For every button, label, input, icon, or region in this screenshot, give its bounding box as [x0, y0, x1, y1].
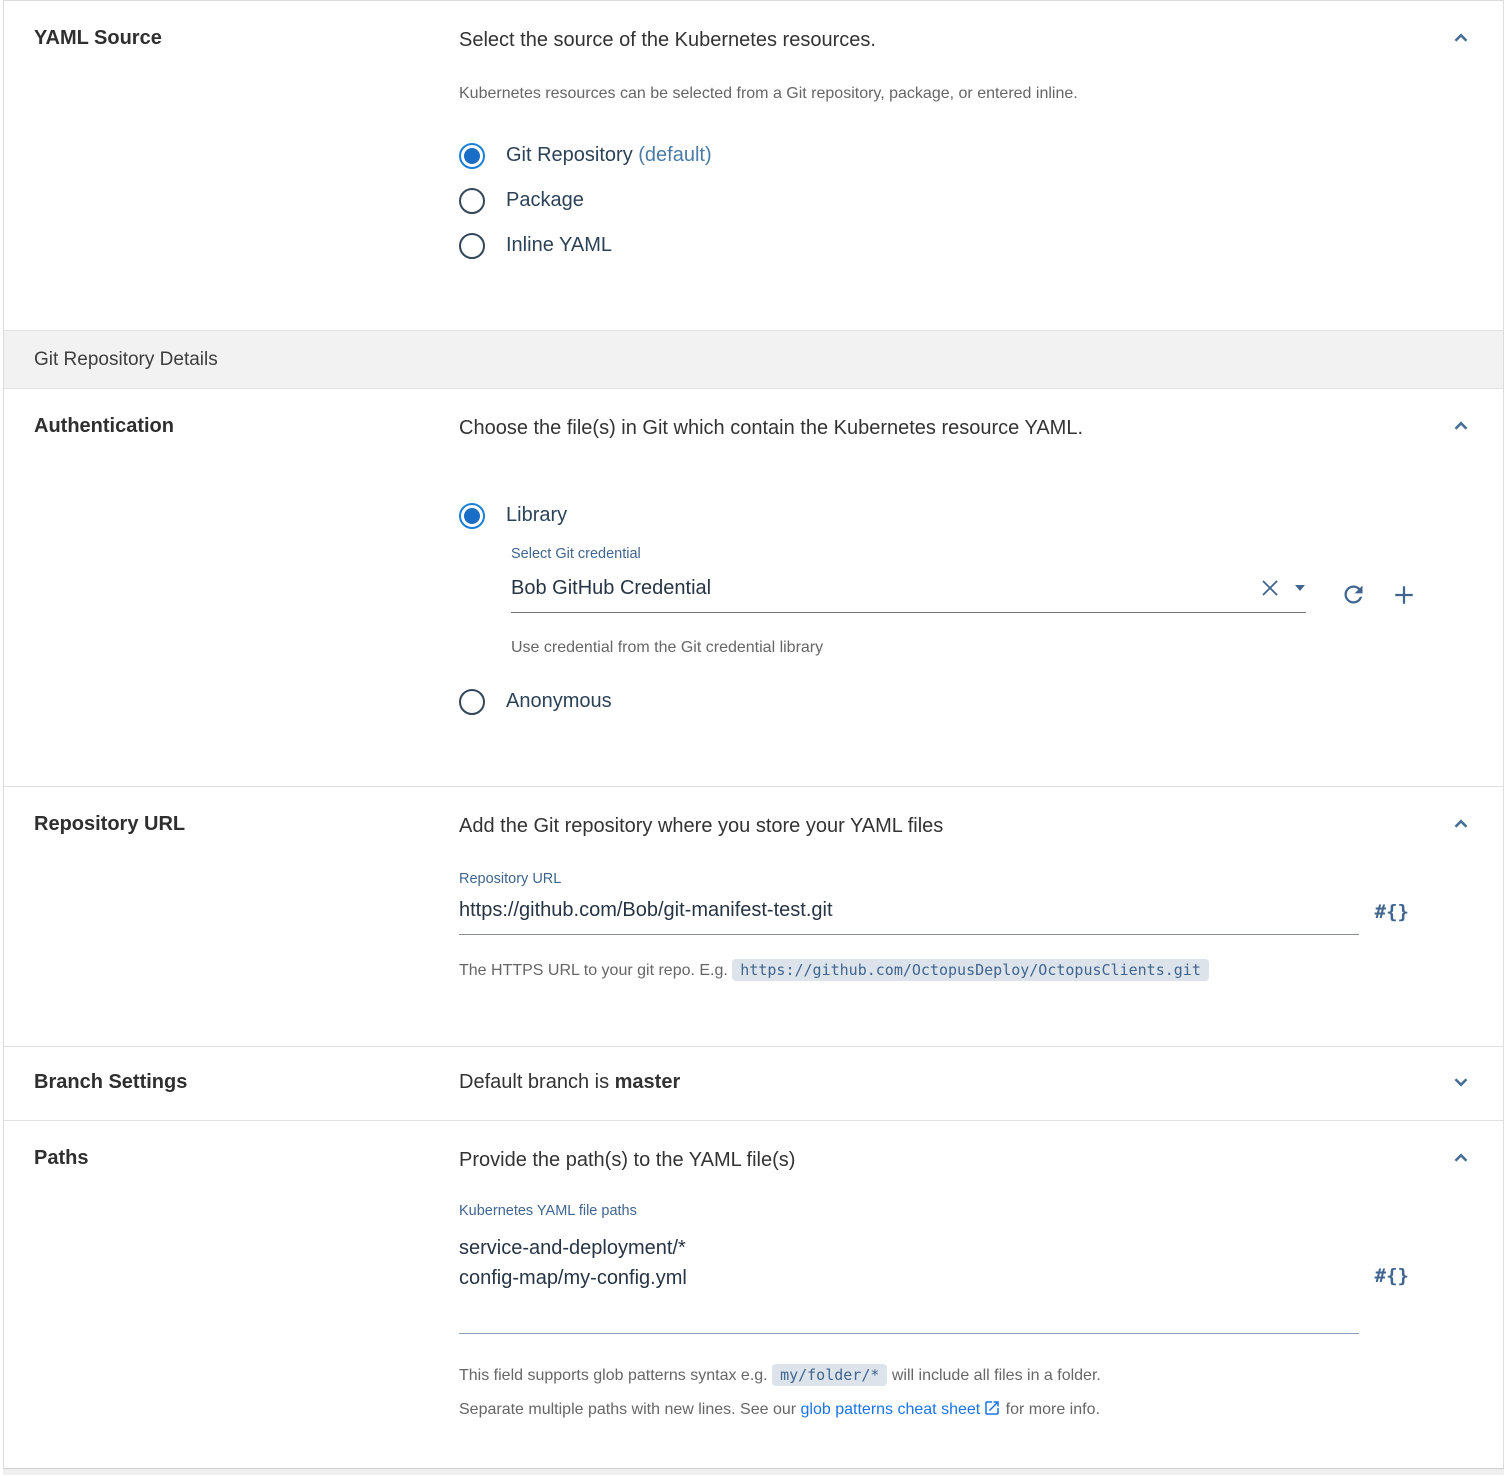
chevron-up-icon — [1450, 813, 1472, 835]
open-credential-dropdown-button[interactable] — [1294, 584, 1306, 592]
chevron-up-icon — [1450, 415, 1472, 437]
git-credential-selected-value: Bob GitHub Credential — [511, 576, 712, 599]
insert-variable-button[interactable]: #{} — [1374, 901, 1409, 923]
glob-patterns-cheat-sheet-link[interactable]: glob patterns cheat sheet — [800, 1401, 981, 1418]
paths-glob-example-code: my/folder/* — [772, 1364, 887, 1386]
add-credential-button[interactable] — [1389, 580, 1419, 610]
paths-helper-line1-text: This field supports glob patterns syntax e.g. — [459, 1367, 773, 1384]
refresh-credentials-button[interactable] — [1340, 581, 1367, 608]
yaml-source-section — [4, 1, 1503, 330]
paths-helper-line2-suffix: for more info. — [1001, 1401, 1100, 1418]
yaml-paths-textarea[interactable] — [459, 1233, 1359, 1334]
collapse-section-button[interactable] — [1449, 1147, 1473, 1171]
repository-url-example-code: https://github.com/OctopusDeploy/OctopusClients.git — [732, 959, 1209, 981]
yaml-source-description: Kubernetes resources can be selected from a Git repository, package, or entered inline. — [459, 85, 1078, 102]
next-section-divider — [3, 1468, 1504, 1475]
insert-variable-button[interactable]: #{} — [1374, 1265, 1409, 1287]
yaml-source-heading: Select the source of the Kubernetes resources. — [459, 29, 876, 51]
branch-summary-text: Default branch is — [459, 1071, 615, 1093]
authentication-section-label: Authentication — [34, 415, 174, 437]
collapse-section-button[interactable] — [1449, 813, 1473, 837]
chevron-up-icon — [1450, 27, 1472, 49]
paths-helper — [459, 1358, 1423, 1427]
radio-unselected-icon — [459, 689, 485, 715]
git-credential-helper: Use credential from the Git credential library — [511, 639, 824, 656]
radio-unselected-icon — [459, 233, 485, 259]
radio-option-label: Anonymous — [506, 690, 612, 712]
radio-option-library[interactable] — [459, 493, 1423, 538]
git-repository-details-header: Git Repository Details — [4, 330, 1503, 389]
refresh-icon — [1340, 581, 1367, 608]
radio-option-anonymous[interactable] — [459, 679, 1423, 724]
repository-url-heading: Add the Git repository where you store your YAML files — [459, 815, 944, 837]
repository-url-field-label: Repository URL — [459, 871, 562, 887]
radio-option-label: Library — [506, 504, 568, 526]
paths-helper-line2-text: Separate multiple paths with new lines. See our — [459, 1401, 801, 1418]
repository-url-helper-text: The HTTPS URL to your git repo. E.g. — [459, 962, 733, 979]
kubernetes-yaml-step-form — [3, 0, 1504, 1468]
collapse-section-button[interactable] — [1449, 27, 1473, 51]
expand-section-button[interactable] — [1449, 1071, 1473, 1095]
repository-url-section-label: Repository URL — [34, 813, 186, 835]
branch-settings-summary — [459, 1071, 1423, 1094]
radio-unselected-icon — [459, 188, 485, 214]
paths-field-label: Kubernetes YAML file paths — [459, 1203, 637, 1219]
default-branch-name: master — [614, 1071, 681, 1093]
radio-option-package[interactable] — [459, 178, 1423, 223]
paths-section — [4, 1121, 1503, 1468]
radio-selected-icon — [459, 503, 485, 529]
close-icon — [1258, 576, 1282, 600]
chevron-down-icon — [1450, 1071, 1472, 1093]
paths-heading: Provide the path(s) to the YAML file(s) — [459, 1149, 796, 1171]
radio-option-suffix: (default) — [632, 144, 712, 166]
branch-settings-section — [4, 1047, 1503, 1121]
repository-url-input[interactable] — [459, 899, 1359, 935]
external-link-icon — [983, 1399, 1001, 1417]
caret-down-icon — [1294, 584, 1306, 592]
git-credential-select[interactable] — [511, 576, 1306, 613]
paths-helper-line1-suffix: will include all files in a folder. — [887, 1367, 1101, 1384]
yaml-source-radio-group — [459, 133, 1423, 268]
radio-option-label: Git Repository — [506, 144, 633, 166]
paths-section-label: Paths — [34, 1147, 89, 1169]
authentication-heading: Choose the file(s) in Git which contain the Kubernetes resource YAML. — [459, 417, 1084, 439]
chevron-up-icon — [1450, 1147, 1472, 1169]
authentication-section — [4, 389, 1503, 787]
git-credential-field-label: Select Git credential — [511, 546, 641, 562]
radio-option-label: Inline YAML — [506, 234, 612, 256]
branch-settings-section-label: Branch Settings — [34, 1071, 188, 1093]
radio-option-inline-yaml[interactable] — [459, 223, 1423, 268]
radio-option-label: Package — [506, 189, 584, 211]
git-credential-block — [511, 546, 1423, 657]
yaml-source-section-label: YAML Source — [34, 27, 162, 49]
collapse-section-button[interactable] — [1449, 415, 1473, 439]
repository-url-helper — [459, 961, 1423, 980]
repository-url-section — [4, 787, 1503, 1047]
plus-icon — [1389, 580, 1419, 610]
radio-selected-icon — [459, 143, 485, 169]
clear-credential-button[interactable] — [1258, 576, 1282, 600]
radio-option-git-repository[interactable] — [459, 133, 1423, 178]
